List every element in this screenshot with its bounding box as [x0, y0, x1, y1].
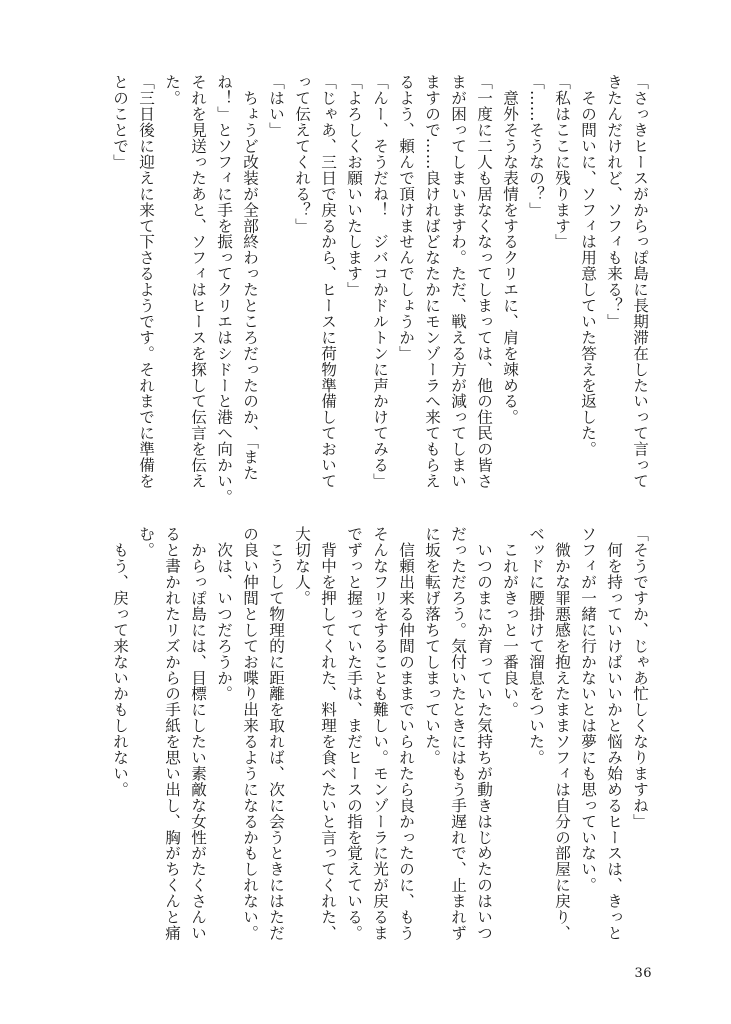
- text-line: ると書かれたリズからの手紙を思い出し、胸がちくんと痛: [163, 526, 181, 941]
- text-line: こうして物理的に距離を取れば、次に会うときにはただ: [267, 526, 285, 941]
- text-line: もう、戻って来ないかもしれない。: [111, 526, 129, 798]
- text-line: 「んー、そうだね！ ジバコかドルトンに声かけてみる」: [371, 74, 389, 489]
- text-line: ソフィが一緒に行かないとは夢にも思っていない。: [579, 526, 597, 893]
- text-line: 「……そうなの？」: [527, 74, 545, 218]
- text-block-top: [107, 74, 653, 505]
- text-line: 次は、いつだろうか。: [215, 526, 233, 702]
- text-line: 「そうですか、じゃあ忙しくなりますね」: [631, 526, 649, 830]
- text-line: ますので……良ければどなたかにモンゾーラへ来てもらえ: [423, 74, 441, 489]
- text-line: きたんだけれど、ソフィも来る？」: [605, 74, 623, 330]
- text-line: 何を持っていけばいいかと悩み始めるヒースは、きっと: [605, 526, 623, 941]
- text-line: まが困ってしまいますわ。ただ、戦える方が減ってしまい: [449, 74, 467, 489]
- text-line: 「一度に二人も居なくなってしまっては、他の住民の皆さ: [475, 74, 493, 489]
- text-line: に坂を転げ落ちてしまっていた。: [423, 526, 441, 766]
- text-line: ね！」とソフィに手を振ってクリエはシドーと港へ向かい。: [215, 74, 233, 505]
- text-line: む。: [137, 526, 155, 558]
- text-line: 「じゃあ、三日で戻るから、ヒースに荷物準備しておいて: [319, 74, 337, 489]
- text-line: そんなフリをすることも難しい。モンゾーラに光が戻るま: [371, 526, 389, 941]
- text-line: って伝えてくれる？」: [293, 74, 311, 234]
- text-line: ちょうど改装が全部終わったところだったのか、「また: [241, 74, 259, 481]
- page-number: 36: [634, 966, 652, 981]
- text-line: の良い仲間としてお喋り出来るようになるかもしれない。: [241, 526, 259, 941]
- text-line: 「よろしくお願いいたします」: [345, 74, 363, 298]
- text-line: 意外そうな表情をするクリエに、肩を竦める。: [501, 74, 519, 425]
- text-line: だっただろう。気付いたときにはもう手遅れで、止まれず: [449, 526, 467, 941]
- text-line: いつのまにか育っていた気持ちが動きはじめたのはいつ: [475, 526, 493, 941]
- text-line: それを見送ったあと、ソフィはヒースを探して伝言を伝え: [189, 74, 207, 489]
- text-line: 「さっきヒースがからっぽ島に長期滞在したいって言って: [631, 74, 649, 489]
- text-line: た。: [163, 74, 181, 106]
- text-line: でずっと握っていた手は、まだヒースの指を覚えている。: [345, 526, 363, 941]
- text-line: 「私はここに残ります」: [553, 74, 571, 250]
- text-line: るよう、頼んで頂けませんでしょうか」: [397, 74, 415, 362]
- text-line: からっぽ島には、目標にしたい素敵な女性がたくさんい: [189, 526, 207, 941]
- text-line: 大切な人。: [293, 526, 311, 606]
- text-line: その問いに、ソフィは用意していた答えを返した。: [579, 74, 597, 457]
- text-line: 微かな罪悪感を抱えたままソフィは自分の部屋に戻り、: [553, 526, 571, 941]
- text-line: 背中を押してくれた、料理を食べたいと言ってくれた、: [319, 526, 337, 941]
- text-block-bottom: [107, 526, 653, 946]
- text-line: ベッドに腰掛けて溜息をついた。: [527, 526, 545, 766]
- text-line: 信頼出来る仲間のままでいられたら良かったのに、もう: [397, 526, 415, 941]
- text-line: 「はい」: [267, 74, 285, 138]
- text-line: 「三日後に迎えに来て下さるようです。それまでに準備を: [137, 74, 155, 489]
- text-line: とのことで」: [111, 74, 129, 170]
- text-line: これがきっと一番良い。: [501, 526, 519, 718]
